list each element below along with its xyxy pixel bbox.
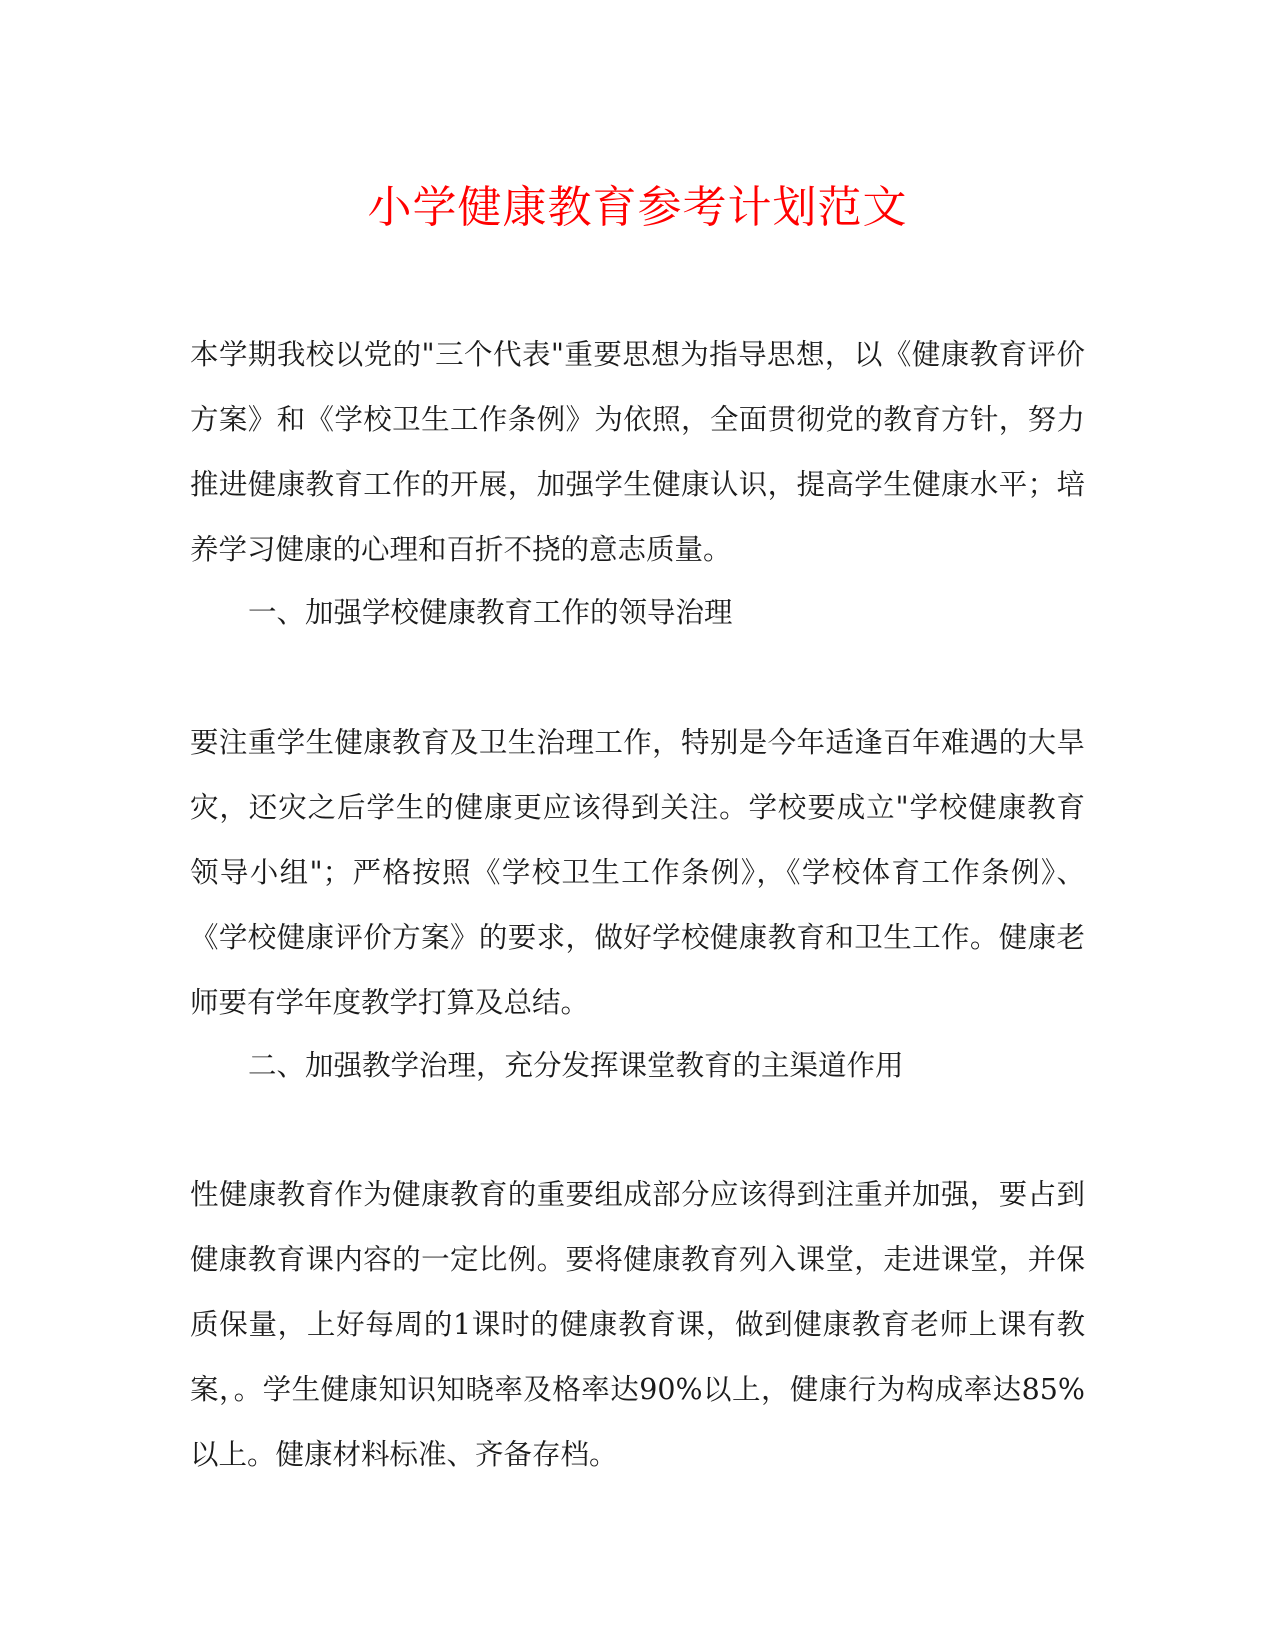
section-heading-1: 一、加强学校健康教育工作的领导治理 bbox=[248, 596, 733, 629]
section-heading-2: 二、加强教学治理，充分发挥课堂教育的主渠道作用 bbox=[248, 1049, 904, 1082]
paragraph-leadership: 要注重学生健康教育及卫生治理工作，特别是今年适逢百年难遇的大旱灾，还灾之后学生的健康更应该得到关注。学校要成立"学校健康教育领导小组"；严格按照《学校卫生工作条例》，《学校体育工作条例》、《学校健康评价方案》的要求，做好学校健康教育和卫生工作。健康老师要有学年度教学打算及总结。 bbox=[190, 726, 1085, 1019]
document-title: 小学健康教育参考计划范文 bbox=[367, 182, 908, 233]
paragraph-teaching: 性健康教育作为健康教育的重要组成部分应该得到注重并加强，要占到健康教育课内容的一定比例。要将健康教育列入课堂，走进课堂，并保质保量，上好每周的1课时的健康教育课，做到健康教育老师上课有教案，。学生健康知识知晓率及格率达90%以上，健康行为构成率达85%以上。健康材料标准、齐备存档。 bbox=[190, 1178, 1085, 1471]
paragraph-intro: 本学期我校以党的"三个代表"重要思想为指导思想，以《健康教育评价方案》和《学校卫生工作条例》为依照，全面贯彻党的教育方针，努力推进健康教育工作的开展，加强学生健康认识，提高学生健康水平；培养学习健康的心理和百折不挠的意志质量。 bbox=[190, 338, 1085, 566]
